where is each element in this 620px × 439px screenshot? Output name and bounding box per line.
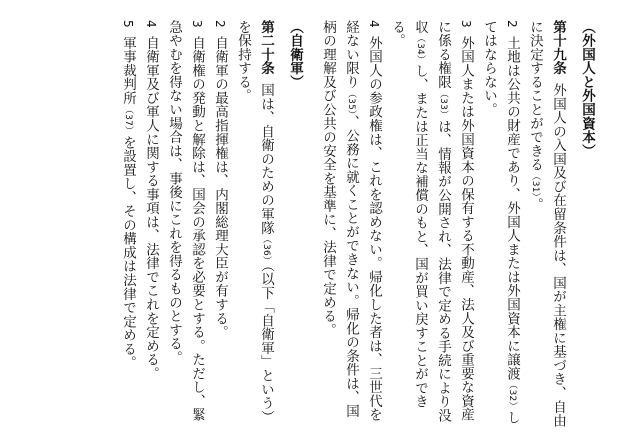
article-19-paragraph-1: [523, 20, 569, 429]
article-20-paragraph-5: [116, 20, 139, 429]
article-20-title: 第二十条: [258, 20, 274, 76]
paragraph-number-4: 4: [367, 20, 381, 28]
note-31: （31）: [530, 171, 540, 198]
article-20-paragraph-3: [162, 20, 208, 429]
note-36: （36）: [261, 234, 271, 266]
note-35: （35）: [346, 88, 356, 115]
article-19-title: 第十九条: [550, 20, 566, 76]
note-34: （34）: [415, 33, 425, 65]
note-37: （37）: [123, 104, 133, 136]
article-19-p4-text-b: 、公務に就くことができない。帰化の条件は、国柄の理解及び公共の安全を基準に、法律で定める。: [320, 20, 359, 418]
paragraph-number-3b: 3: [190, 20, 204, 28]
article-19-p1-text: 外国人の入国及び在留条件は、国が主権に基づき、自由に決定することができる: [527, 20, 566, 428]
paragraph-number-5: 5: [121, 20, 135, 28]
article-20-p5-text-a: 軍事裁判所: [120, 36, 136, 105]
note-32: （32）: [507, 380, 517, 411]
paragraph-number-4b: 4: [144, 20, 158, 28]
article-19-p3-text-c: し、または正当な補償のもと、国が買い戻すことができる。: [389, 20, 428, 409]
article-20-p4-text: 自衛軍及び軍人に関する事項は、法律でこれを定める。: [143, 36, 159, 381]
paragraph-number-2: 2: [505, 20, 519, 28]
section-heading-self-defense: （自衛軍）: [287, 20, 303, 89]
section-heading-foreign: （外国人と外国資本）: [579, 20, 595, 158]
article-20-p2-text: 自衛軍の最高指揮権は、内閣総理大臣が有する。: [212, 36, 228, 339]
article-20-p1-text-b: （以下「自衛軍」という）を保持する。: [235, 20, 274, 424]
article-20-paragraph-1: [231, 20, 277, 429]
article-19-p4-text-a: 外国人の参政権は、これを認めない。帰化した者は、三世代を経ない限り: [343, 20, 382, 422]
article-19-p3-text-a: 外国人または外国資本の保有する不動産、法人及び重要な資産に係る権限: [435, 20, 474, 422]
paragraph-number-3: 3: [459, 20, 473, 28]
article-19-p2-text-b: してはならない。: [481, 20, 520, 425]
article-19-p2-text-a: 土地は公共の財産であり、外国人または外国資本に譲渡: [504, 36, 520, 381]
article-19-paragraph-3: [385, 20, 477, 429]
article-20-paragraph-2: [208, 20, 231, 429]
article-19-p1-end: 。: [527, 197, 543, 212]
article-19-paragraph-4: [316, 20, 385, 429]
article-19-paragraph-2: [477, 20, 523, 429]
paragraph-number-2b: 2: [213, 20, 227, 28]
article-19-p3-text-b: は、情報が公開され、法律で定める手続により没収: [412, 20, 451, 423]
article-20-p1-text-a: 国は、自衛のための軍隊: [258, 83, 274, 235]
article-20-p3-text: 自衛権の発動と解除は、国会の承認を必要とする。ただし、緊急やむを得ない場合は、事後にこれを得るものとする。: [166, 20, 205, 422]
article-20-paragraph-4: [139, 20, 162, 429]
note-33: （33）: [438, 88, 448, 120]
article-20-p5-text-b: を設置し、その構成は法律で定める。: [120, 135, 136, 370]
